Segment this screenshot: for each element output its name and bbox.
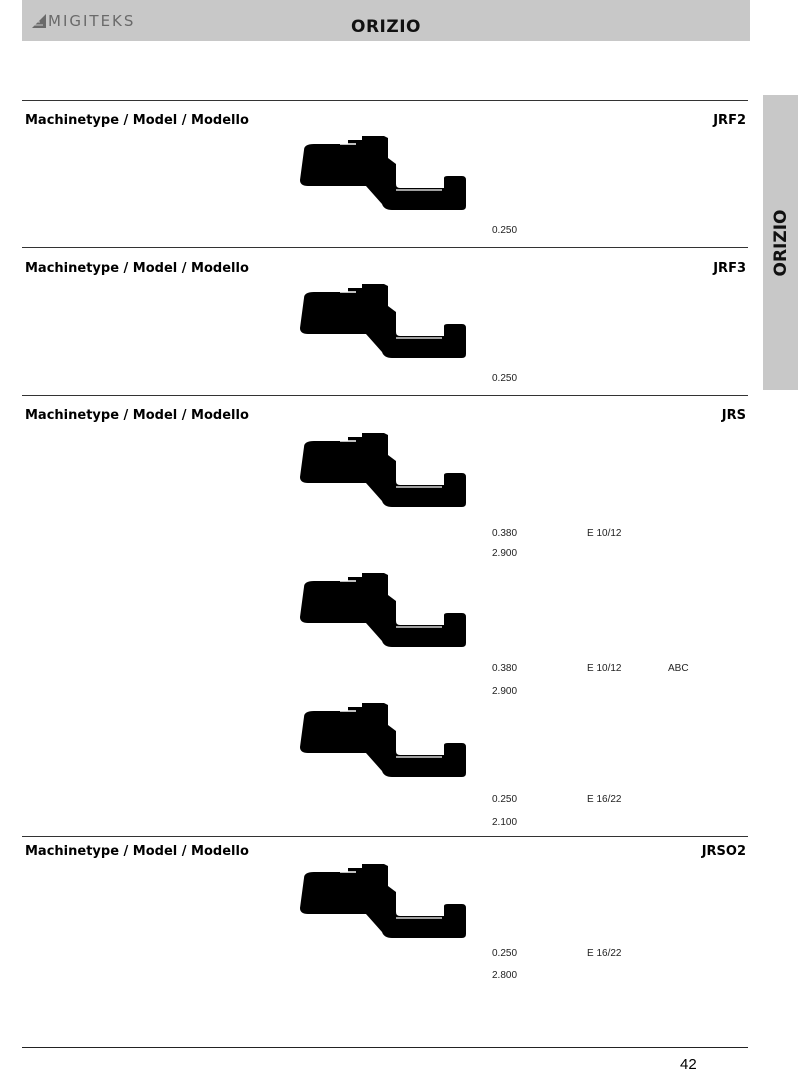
section-title: Machinetype / Model / Modello [25,113,249,128]
profile-value: 0.380 [492,528,518,539]
footer-divider [22,1047,748,1048]
section-model: JRF2 [713,113,746,128]
brand-title: ORIZIO [351,17,421,37]
profile-gauge: E 16/22 [587,794,622,805]
profile-gauge: E 10/12 [587,528,622,539]
needle-profile [296,134,476,214]
needle-profile [296,282,476,362]
profile-value: 2.900 [492,686,518,697]
section-divider [22,100,748,101]
section-model: JRF3 [713,261,746,276]
section-model: JRS [721,408,746,423]
profile-value: 0.380 [492,663,518,674]
profile-gauge: E 16/22 [587,948,622,959]
profile-value: 0.250 [492,794,518,805]
profile-value: 0.250 [492,225,518,236]
needle-profile [296,862,476,942]
page-header [22,0,750,41]
logo-text: MIGITEKS [48,12,136,30]
section-model: JRSO2 [701,844,746,859]
profile-gauge: E 10/12 [587,663,622,674]
section-title: Machinetype / Model / Modello [25,844,249,859]
profile-value: 0.250 [492,373,518,384]
profile-value: 2.900 [492,548,518,559]
section-title: Machinetype / Model / Modello [25,261,249,276]
section-divider [22,836,748,837]
profile-extra: ABC [668,663,689,674]
side-tab [763,95,798,390]
needle-profile [296,431,476,511]
section-divider [22,395,748,396]
section-title: Machinetype / Model / Modello [25,408,249,423]
page-number: 42 [680,1056,697,1073]
profile-value: 0.250 [492,948,518,959]
profile-value: 2.100 [492,817,518,828]
needle-profile [296,571,476,651]
section-divider [22,247,748,248]
side-tab-label: ORIZIO [770,209,791,277]
profile-value: 2.800 [492,970,518,981]
needle-profile [296,701,476,781]
